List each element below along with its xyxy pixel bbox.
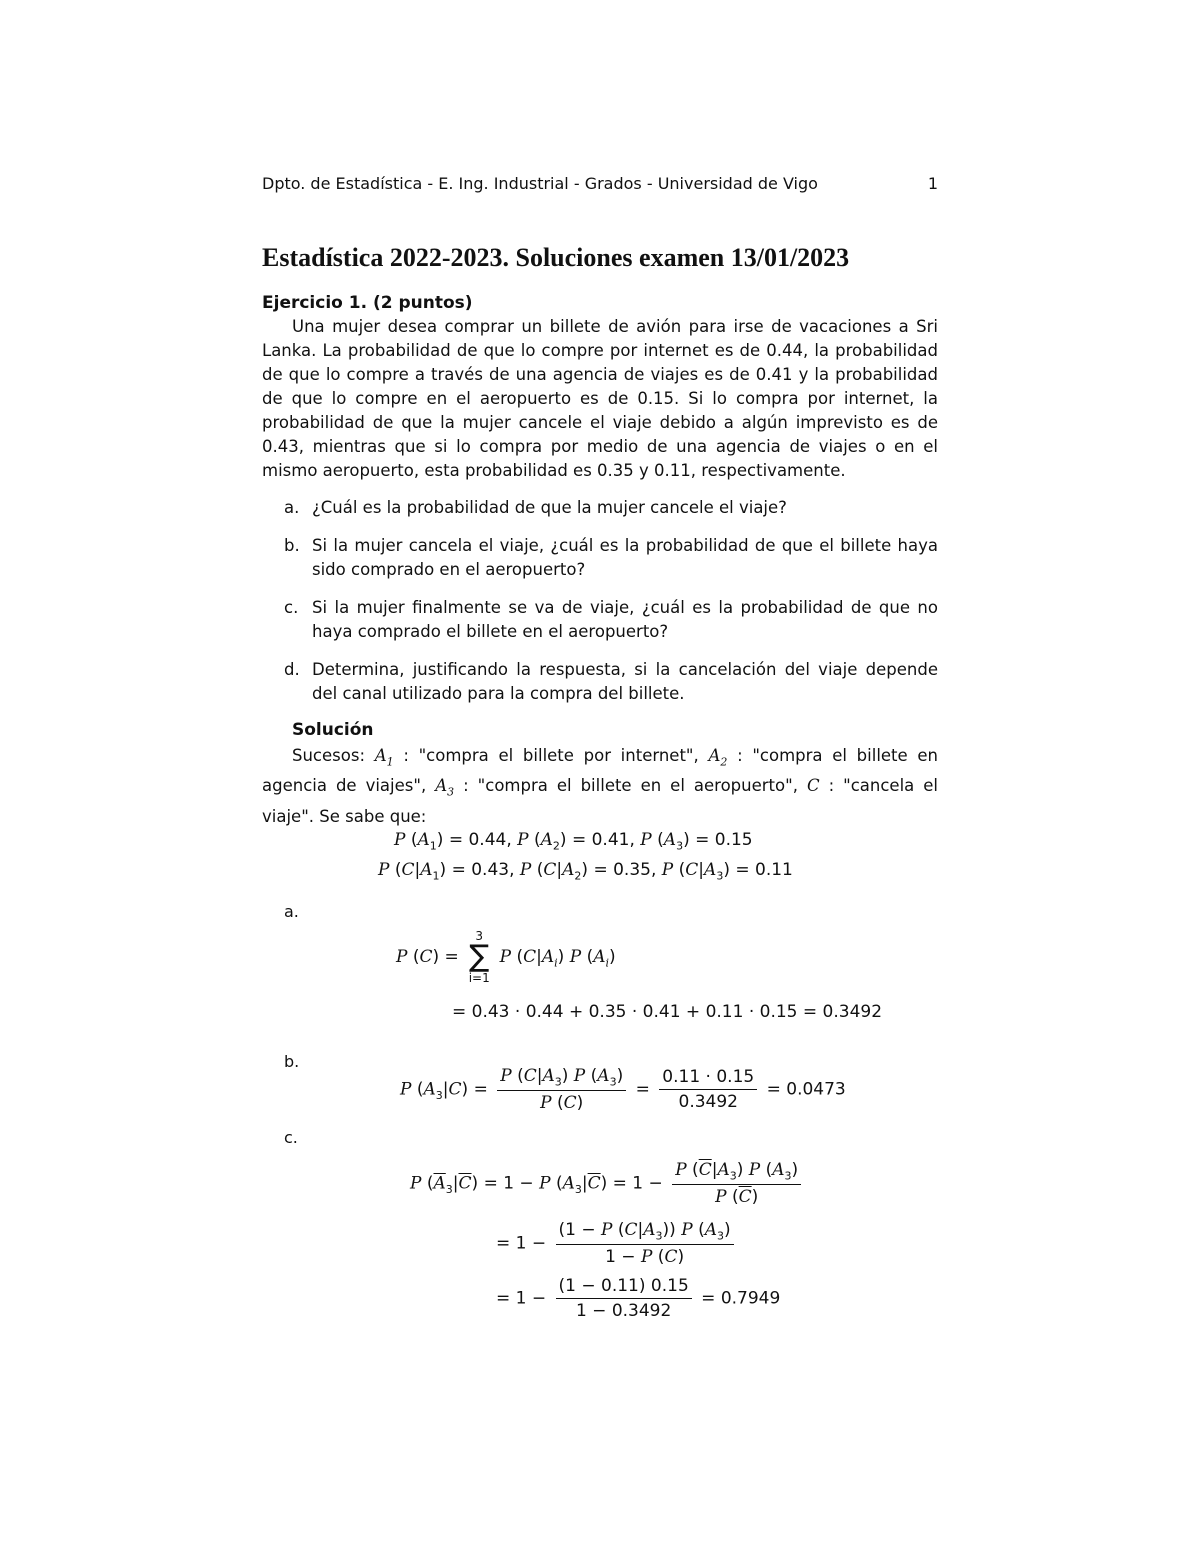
running-header <box>262 174 938 193</box>
total-probability-formula: P (C) = 3 ∑ i=1 P $(C|A_i)$ P $(A_i)$ <box>396 929 616 985</box>
question-label: c. <box>284 598 299 617</box>
question-item <box>262 658 938 706</box>
exercise-statement: Una mujer desea comprar un billete de avión para irse de vacaciones a Sri Lanka. La probabilidad de que lo compre por internet es de 0.44, la probabilidad de que lo compre a través de una agencia de viajes es de 0.41 y la probabilidad de que lo compre en el aeropuerto es de 0.15. Si lo compra por internet, la probabilidad de que la mujer cancele el viaje debido a algún imprevisto es de 0.43, mientras que si lo compra por medio de una agencia de viajes o en el mismo aeropuerto, esta probabilidad es 0.35 y 0.11, respectivamente. <box>262 317 938 480</box>
question-label: b. <box>284 536 300 555</box>
page-number: 1 <box>927 174 938 193</box>
question-text: Determina, justificando la respuesta, si la cancelación del viaje depende del canal utilizado para la compra del billete. <box>312 660 938 703</box>
part-c-label: c. <box>284 1128 298 1147</box>
events-definition: Sucesos: $A_1$ : "compra el billete por internet", $A_2$ : "compra el billete en agencia de viajes", $A_3$ : "compra el billete en el aeropuerto", C : "cancela el viaje". Se sabe que: <box>262 746 938 826</box>
question-text: Si la mujer cancela el viaje, ¿cuál es la probabilidad de que el billete haya sido comprado en el aeropuerto? <box>312 536 938 579</box>
question-list <box>262 496 938 720</box>
bayes-formula: P $(A_3|C)$ = $\frac{P (C|A_3) P (A_3)}{P (C)}$ = $\frac{0.11 \cdot 0.15}{0.3492}$ = 0.0473 <box>400 1066 846 1114</box>
question-label: d. <box>284 660 300 679</box>
given-probabilities-line1: P $(A_1) = 0.44$, P $(A_2) = 0.41$, P $(A_3) = 0.15$ <box>394 830 753 853</box>
question-text: Si la mujer finalmente se va de viaje, ¿cuál es la probabilidad de que no haya comprado el billete en el aeropuerto? <box>312 598 938 641</box>
exercise-heading: Ejercicio 1. (2 puntos) <box>262 293 473 313</box>
question-item <box>262 534 938 582</box>
complement-formula-line1: P $(\overline{A}_3|\overline{C}) = 1 - P$ $(A_3|\overline{C}) = 1$ − $\frac{P (\overline{C}|A_3) P (A_3)}{P (\overline{C})}$ <box>410 1160 805 1207</box>
question-item <box>262 496 938 520</box>
summation-symbol: 3 ∑ i=1 <box>468 929 490 985</box>
document-page <box>262 0 938 1553</box>
complement-formula-line3: = 1 − $\frac{(1 - 0.11) 0.15}{1 - 0.3492}$ = 0.7949 <box>496 1276 781 1321</box>
question-item <box>262 596 938 644</box>
part-b-label: b. <box>284 1052 300 1071</box>
part-a-label: a. <box>284 902 299 921</box>
given-probabilities-line2: P $(C|A_1) = 0.43$, P $(C|A_2) = 0.35$, P $(C|A_3) = 0.11$ <box>378 860 793 883</box>
question-text: ¿Cuál es la probabilidad de que la mujer cancele el viaje? <box>312 498 787 517</box>
solution-heading: Solución <box>292 720 374 740</box>
running-title: Dpto. de Estadística - E. Ing. Industrial - Grados - Universidad de Vigo <box>262 174 818 193</box>
complement-formula-line2: = 1 − $\frac{(1 - P (C|A_3)) P (A_3)}{1 - P (C)}$ <box>496 1220 738 1267</box>
question-label: a. <box>284 498 300 517</box>
document-title: Estadística 2022-2023. Soluciones examen 13/01/2023 <box>262 243 850 272</box>
part-a-result: = 0.43 · 0.44 + 0.35 · 0.41 + 0.11 · 0.15 = 0.3492 <box>452 1002 883 1022</box>
